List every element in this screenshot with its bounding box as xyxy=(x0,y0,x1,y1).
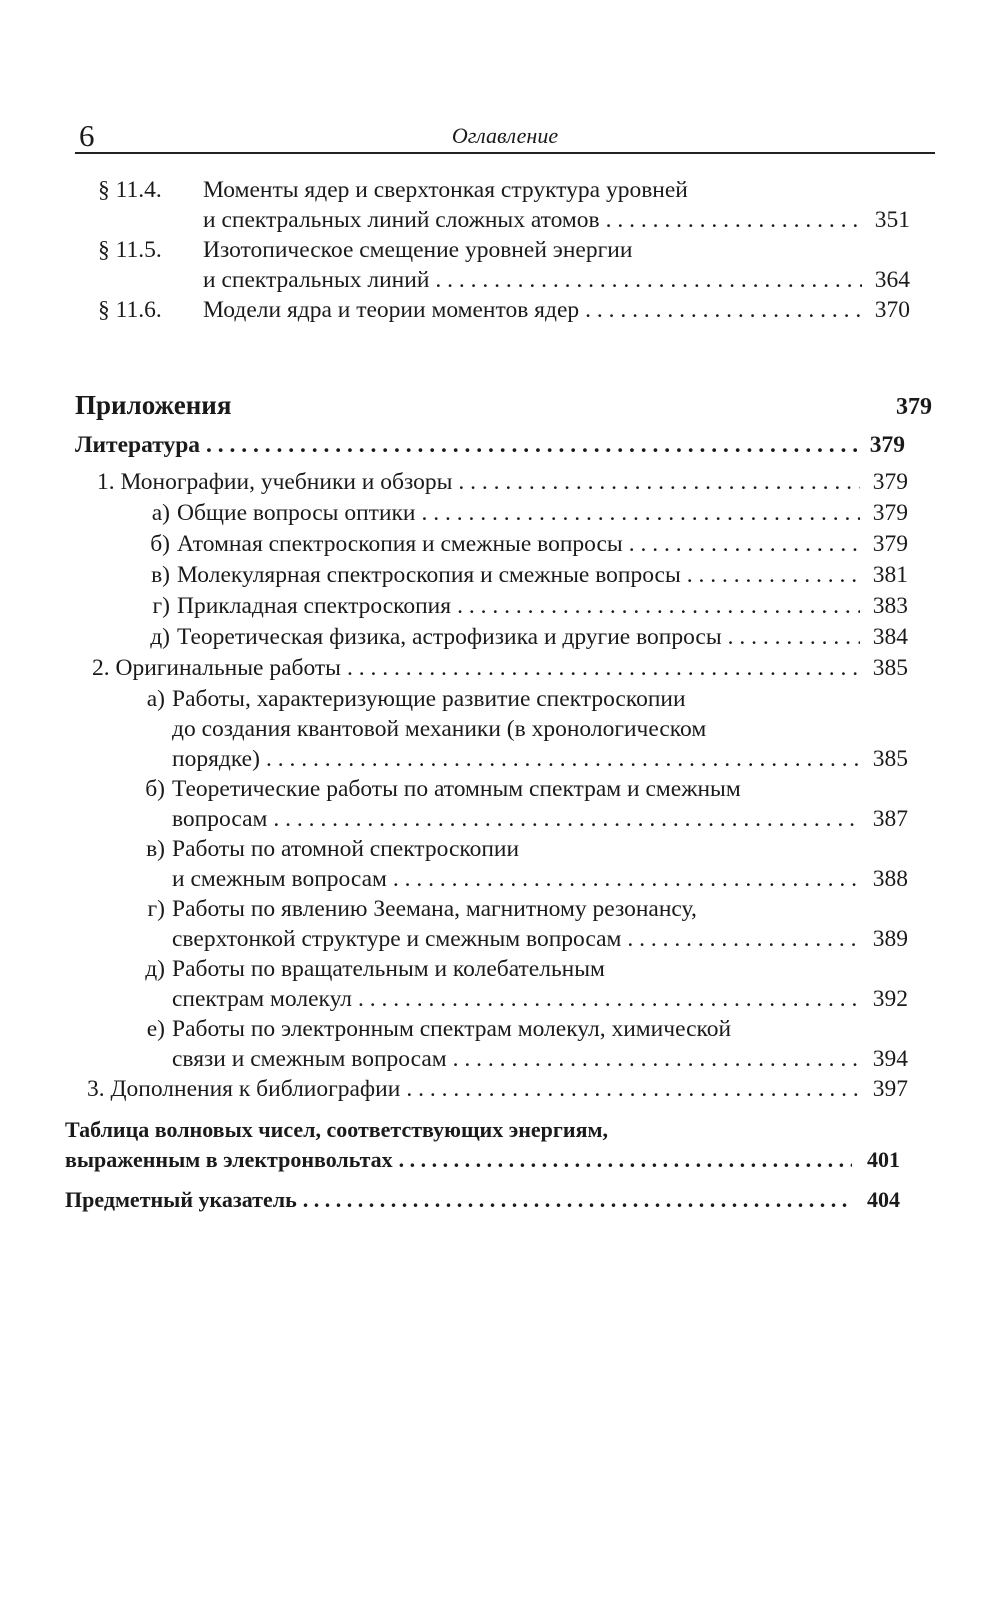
dot-leader xyxy=(606,205,862,235)
dot-leader xyxy=(458,467,860,497)
dot-leader xyxy=(273,804,860,834)
toc-item-2f[interactable] xyxy=(135,1014,908,1076)
item-text: Теоретическая физика, астрофизика и другие вопросы xyxy=(177,624,722,650)
toc-item-1a[interactable] xyxy=(140,498,908,530)
toc-literature[interactable] xyxy=(75,430,905,462)
item-label: б) xyxy=(145,776,165,802)
dot-leader xyxy=(406,1074,860,1104)
item-text-line: Работы по вращательным и колебательным xyxy=(172,956,605,982)
item-text-line: вопросам xyxy=(172,806,268,832)
dot-leader xyxy=(457,591,860,621)
section-title-line: и спектральных линий сложных атомов xyxy=(203,207,600,233)
section-number: § 11.4. xyxy=(98,177,162,203)
toc-group-2[interactable] xyxy=(92,653,908,685)
page-ref: 379 xyxy=(869,432,905,458)
page-ref: 379 xyxy=(872,500,908,526)
toc-group-1[interactable] xyxy=(97,467,908,499)
item-label: б) xyxy=(150,531,170,557)
page-number: 6 xyxy=(79,118,95,153)
section-number: § 11.5. xyxy=(98,237,162,263)
page-ref: 379 xyxy=(872,469,908,495)
page-ref: 383 xyxy=(872,593,908,619)
section-title-line: Модели ядра и теории моментов ядер xyxy=(203,297,580,323)
section-title-line: Моменты ядер и сверхтонкая структура уровней xyxy=(203,177,688,203)
group-label: 3. Дополнения к библиографии xyxy=(87,1076,401,1102)
page-ref: 394 xyxy=(872,1046,908,1072)
item-text-line: спектрам молекул xyxy=(172,986,353,1012)
item-text-line: связи и смежным вопросам xyxy=(172,1046,447,1072)
item-text: Атомная спектроскопия и смежные вопросы xyxy=(177,531,623,557)
page-ref: 351 xyxy=(874,207,910,233)
item-text: Молекулярная спектроскопия и смежные вопросы xyxy=(177,562,681,588)
dot-leader xyxy=(627,924,860,954)
dot-leader xyxy=(206,430,857,460)
appendix-page: 379 xyxy=(896,394,932,420)
dot-leader xyxy=(266,744,860,774)
running-title: Оглавление xyxy=(451,123,559,148)
page-ref: 404 xyxy=(867,1187,900,1212)
page-ref: 370 xyxy=(874,297,910,323)
page-ref: 388 xyxy=(872,866,908,892)
section-title-line: и спектральных линий xyxy=(203,267,430,293)
page-ref: 401 xyxy=(867,1147,900,1172)
toc-item-2b[interactable] xyxy=(135,774,908,836)
dot-leader xyxy=(585,295,862,325)
toc-item-1c[interactable] xyxy=(140,560,908,592)
page-ref: 379 xyxy=(872,531,908,557)
toc-section-11-6[interactable] xyxy=(98,295,910,327)
item-text-line: сверхтонкой структуре и смежным вопросам xyxy=(172,926,622,952)
dot-leader xyxy=(347,653,860,683)
toc-subject-index[interactable] xyxy=(65,1185,900,1217)
index-label: Предметный указатель xyxy=(65,1187,297,1212)
item-label: а) xyxy=(151,500,170,526)
toc-item-2a[interactable] xyxy=(135,684,908,776)
page-ref: 387 xyxy=(872,806,908,832)
item-label: г) xyxy=(147,896,165,922)
toc-section-11-4[interactable] xyxy=(98,175,910,237)
toc-item-2d[interactable] xyxy=(135,894,908,956)
page-ref: 381 xyxy=(872,562,908,588)
toc-item-1d[interactable] xyxy=(140,591,908,623)
dot-leader xyxy=(629,529,860,559)
section-number: § 11.6. xyxy=(98,297,162,323)
dot-leader xyxy=(358,984,860,1014)
item-label: д) xyxy=(150,624,170,650)
page-ref: 385 xyxy=(872,655,908,681)
table-title-line: выраженным в электронвольтах xyxy=(65,1147,393,1172)
toc-wavenumber-table[interactable] xyxy=(65,1115,900,1177)
page-ref: 385 xyxy=(872,746,908,772)
item-text-line: Работы, характеризующие развитие спектроскопии xyxy=(172,686,686,712)
table-title-line: Таблица волновых чисел, соответствующих энергиям, xyxy=(65,1117,608,1142)
item-text-line: порядке) xyxy=(172,746,260,772)
dot-leader xyxy=(399,1145,852,1175)
item-label: е) xyxy=(146,1016,165,1042)
item-text-line: до создания квантовой механики (в хронологическом xyxy=(172,716,707,742)
dot-leader xyxy=(728,622,860,652)
page-ref: 364 xyxy=(874,267,910,293)
toc-item-2e[interactable] xyxy=(135,954,908,1016)
group-label: 2. Оригинальные работы xyxy=(92,655,341,681)
item-label: г) xyxy=(152,593,170,619)
item-text: Общие вопросы оптики xyxy=(177,500,416,526)
item-text-line: и смежным вопросам xyxy=(172,866,387,892)
page-ref: 392 xyxy=(872,986,908,1012)
dot-leader xyxy=(453,1044,860,1074)
item-text: Прикладная спектроскопия xyxy=(177,593,452,619)
item-text-line: Работы по электронным спектрам молекул, химической xyxy=(172,1016,732,1042)
page-ref: 384 xyxy=(872,624,908,650)
toc-item-1b[interactable] xyxy=(140,529,908,561)
item-label: в) xyxy=(146,836,165,862)
item-label: а) xyxy=(146,686,165,712)
appendix-heading: Приложения xyxy=(75,390,232,420)
item-text-line: Теоретические работы по атомным спектрам и смежным xyxy=(172,776,741,802)
page-ref: 397 xyxy=(872,1076,908,1102)
toc-item-1e[interactable] xyxy=(140,622,908,654)
item-text-line: Работы по атомной спектроскопии xyxy=(172,836,520,862)
toc-section-11-5[interactable] xyxy=(98,235,910,297)
toc-item-2c[interactable] xyxy=(135,834,908,896)
page-ref: 389 xyxy=(872,926,908,952)
dot-leader xyxy=(303,1185,852,1215)
toc-group-3[interactable] xyxy=(87,1074,908,1106)
page-header xyxy=(75,108,935,154)
section-title-line: Изотопическое смещение уровней энергии xyxy=(203,237,633,263)
dot-leader xyxy=(393,864,860,894)
item-text-line: Работы по явлению Зеемана, магнитному резонансу, xyxy=(172,896,697,922)
item-label: в) xyxy=(151,562,170,588)
dot-leader xyxy=(687,560,860,590)
item-label: д) xyxy=(145,956,165,982)
dot-leader xyxy=(435,265,862,295)
literature-label: Литература xyxy=(75,432,201,458)
group-label: 1. Монографии, учебники и обзоры xyxy=(97,469,453,495)
dot-leader xyxy=(422,498,860,528)
